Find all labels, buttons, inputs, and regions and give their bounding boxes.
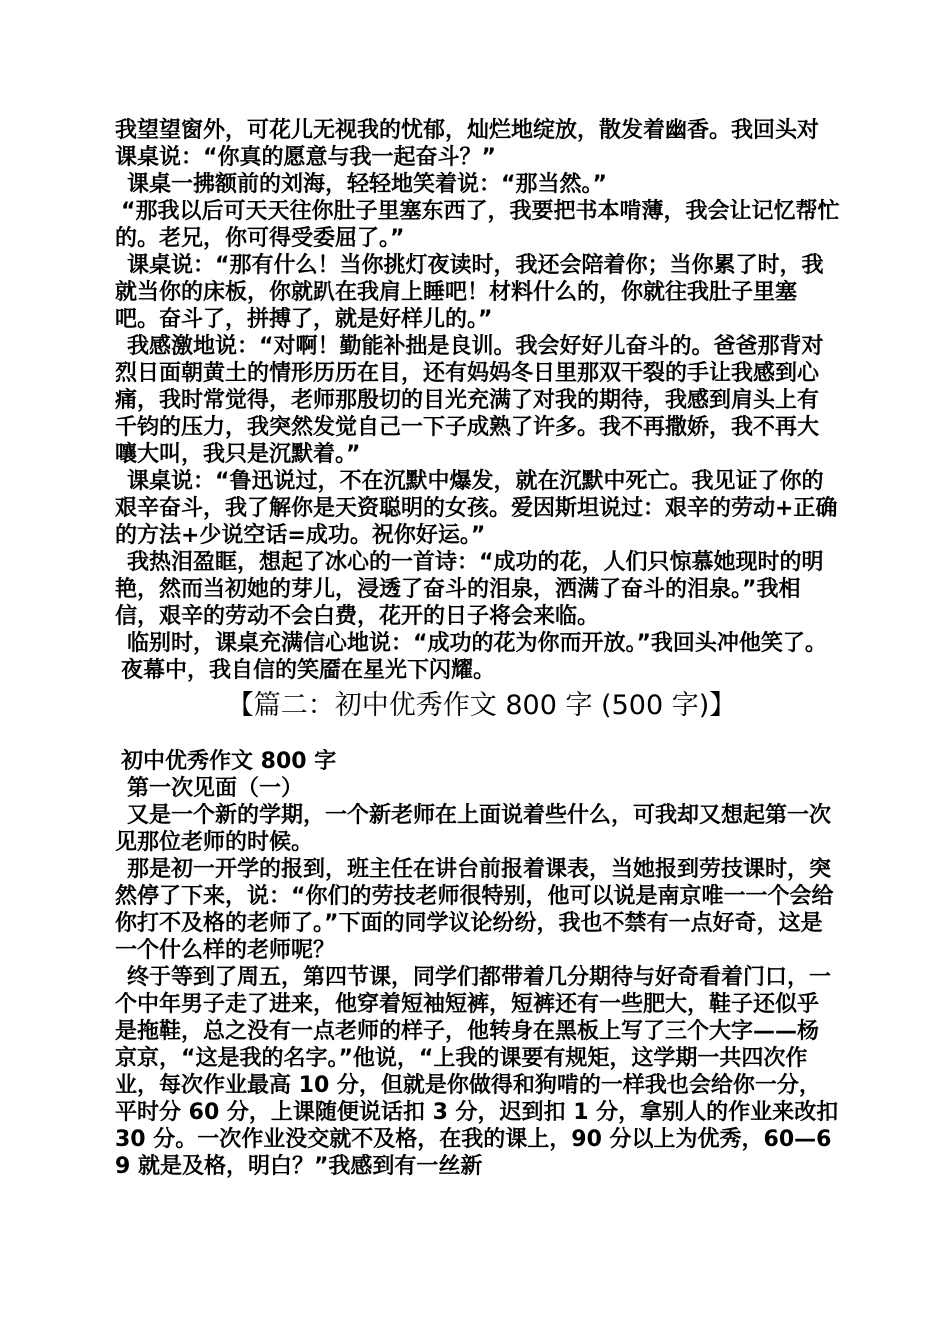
paragraph: 临别时，课桌充满信心地说：“成功的花为你而开放。”我回头冲他笑了。 [127,631,827,656]
paragraph: 我望望窗外，可花儿无视我的忧郁，灿烂地绽放，散发着幽香。我回头对课桌说：“你真的愿意与我一起奋斗？” [115,118,820,170]
paragraph: 课桌一拂额前的刘海，轻轻地笑着说：“那当然。” [127,172,607,197]
paragraph: 课桌说：“鲁迅说过，不在沉默中爆发，就在沉默中死亡。我见证了你的艰辛奋斗，我了解你是天资聪明的女孩。爱因斯坦说过：艰辛的劳动+正确的方法+少说空话=成功。祝你好运。” [115,469,838,548]
paragraph: 终于等到了周五，第四节课，同学们都带着几分期待与好奇看着门口，一个中年男子走了进来，他穿着短袖短裤，短裤还有一些肥大，鞋子还似乎是拖鞋，总之没有一点老师的样子，他转身在黑板上写了三个大字——杨京京，“这是我的名字。”他说，“上我的课要有规矩，这学期一共四次作业，每次作业最高 10 分，但就是你做得和狗啃的一样我也会给你一分，平时分 60 分，上课随便说话扣 3 分，迟到扣 1 分，拿别人的作业来改扣 30 分。一次作业没交就不及格，在我的课上，90 分以上为优秀，60—69 就是及格，明白？”我感到有一丝新 [115,965,839,1179]
paragraph: 又是一个新的学期，一个新老师在上面说着些什么，可我却又想起第一次见那位老师的时候。 [115,803,832,855]
paragraph: 我热泪盈眶，想起了冰心的一首诗：“成功的花，人们只惊慕她现时的明艳，然而当初她的芽儿，浸透了奋斗的泪泉，洒满了奋斗的泪泉。”我相信，艰辛的劳动不会白费，花开的日子将会来临。 [115,550,824,629]
essay-title: 初中优秀作文 800 字 [121,749,337,774]
paragraph: “那我以后可天天往你肚子里塞东西了，我要把书本啃薄，我会让记忆帮忙的。老兄，你可得受委屈了。” [115,199,840,251]
section-title: 【篇二：初中优秀作文 800 字 (500 字)】 [226,690,737,721]
paragraph: 那是初一开学的报到，班主任在讲台前报着课表，当她报到劳技课时，突然停了下来，说：“你们的劳技老师很特别，他可以说是南京唯一一个会给你打不及格的老师了。”下面的同学议论纷纷，我也不禁有一点好奇，这是一个什么样的老师呢？ [115,857,834,963]
chapter-title: 第一次见面（一） [127,776,304,801]
paragraph: 我感激地说：“对啊！勤能补拙是良训。我会好好儿奋斗的。爸爸那背对烈日面朝黄土的情形历历在目，还有妈妈冬日里那双干裂的手让我感到心痛，我时常觉得，老师那殷切的目光充满了对我的期待，我感到肩头上有千钧的压力，我突然发觉自己一下子成熟了许多。我不再撒娇，我不再大嚷大叫，我只是沉默着。” [115,334,824,467]
document-body [115,117,840,1180]
paragraph: 课桌说：“那有什么！当你挑灯夜读时，我还会陪着你；当你累了时，我就当你的床板，你就趴在我肩上睡吧！材料什么的，你就往我肚子里塞吧。奋斗了，拼搏了，就是好样儿的。” [115,253,824,332]
paragraph: 夜幕中，我自信的笑靥在星光下闪耀。 [121,658,496,683]
